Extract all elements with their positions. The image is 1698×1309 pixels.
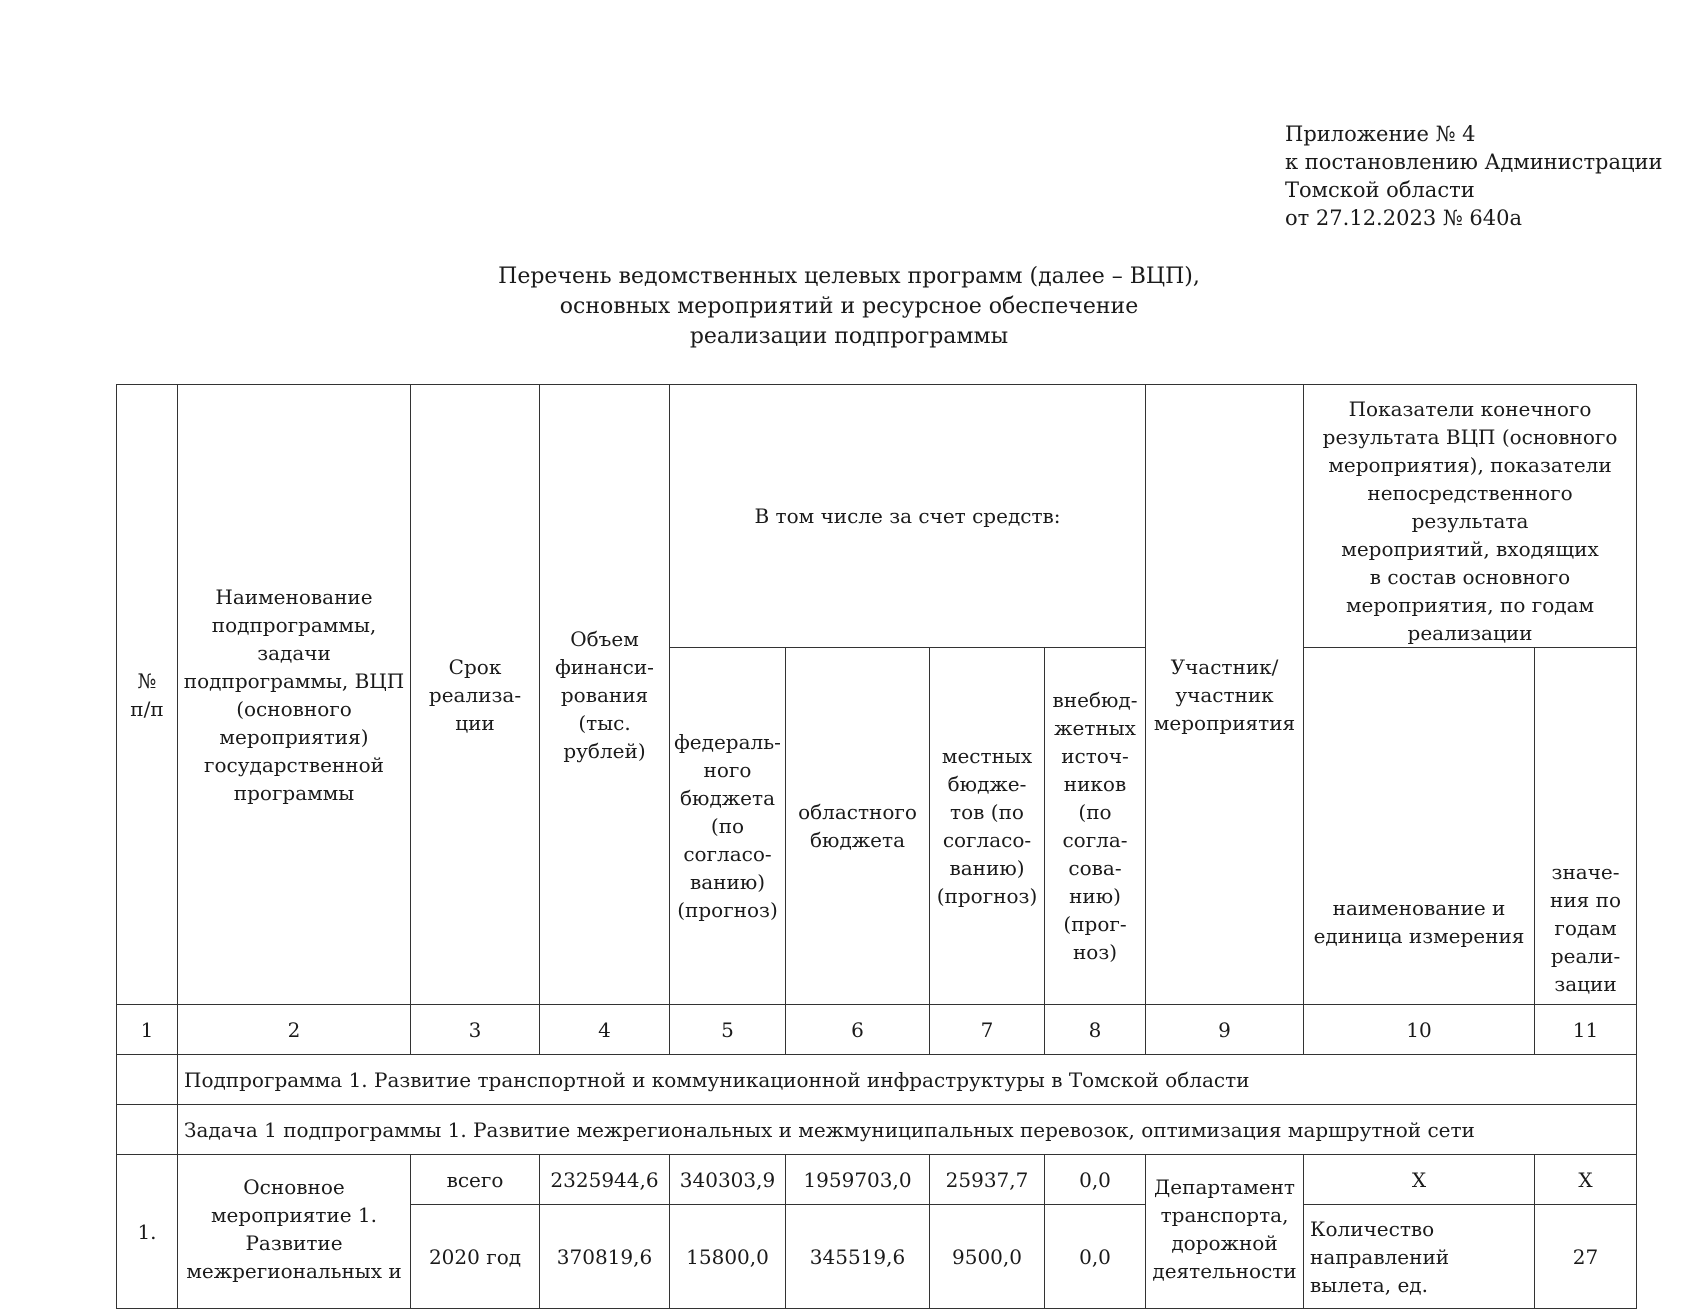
column-number: 10 xyxy=(1304,1005,1535,1055)
subprogram-row xyxy=(117,1055,1637,1105)
indicator-value-cell: Х xyxy=(1535,1155,1637,1205)
column-number: 2 xyxy=(178,1005,411,1055)
title-line: реализации подпрограммы xyxy=(689,324,1009,349)
appendix-block xyxy=(1285,120,1663,232)
header-participant: Участник/ участник мероприятия xyxy=(1146,385,1304,1005)
term-cell: всего xyxy=(411,1155,540,1205)
event-num: 1. xyxy=(117,1155,178,1309)
header-name: Наименование подпрограммы, задачи подпрограммы, ВЦП (основного мероприятия) государственной программы xyxy=(178,385,411,1005)
header-including: В том числе за счет средств: xyxy=(670,385,1146,648)
document-title xyxy=(0,262,1698,352)
header-federal: федераль- ного бюджета (по согласо- ванию) (прогноз) xyxy=(670,648,786,1005)
header-num: № п/п xyxy=(117,385,178,1005)
volume-cell: 2325944,6 xyxy=(540,1155,670,1205)
header-volume: Объем финанси- рования (тыс. рублей) xyxy=(540,385,670,1005)
federal-cell: 340303,9 xyxy=(670,1155,786,1205)
appendix-line: Томской области xyxy=(1285,178,1475,202)
title-line: Перечень ведомственных целевых программ (далее – ВЦП), xyxy=(498,264,1200,289)
column-numbers-row xyxy=(117,1005,1637,1055)
task-title: Задача 1 подпрограммы 1. Развитие межрегиональных и межмуниципальных перевозок, оптимизация маршрутной сети xyxy=(178,1105,1637,1155)
empty-cell xyxy=(117,1105,178,1155)
indicator-value-cell: 27 xyxy=(1535,1205,1637,1309)
header-term: Срок реализа- ции xyxy=(411,385,540,1005)
federal-cell: 15800,0 xyxy=(670,1205,786,1309)
title-line: основных мероприятий и ресурсное обеспечение xyxy=(559,294,1139,319)
regional-cell: 345519,6 xyxy=(786,1205,930,1309)
empty-cell xyxy=(117,1055,178,1105)
extrabudget-cell: 0,0 xyxy=(1045,1155,1146,1205)
column-number: 8 xyxy=(1045,1005,1146,1055)
regional-cell: 1959703,0 xyxy=(786,1155,930,1205)
column-number: 9 xyxy=(1146,1005,1304,1055)
task-row xyxy=(117,1105,1637,1155)
appendix-line: от 27.12.2023 № 640а xyxy=(1285,206,1522,230)
event-name: Основное мероприятие 1. Развитие межрегиональных и xyxy=(178,1155,411,1309)
local-cell: 9500,0 xyxy=(930,1205,1045,1309)
term-cell: 2020 год xyxy=(411,1205,540,1309)
extrabudget-cell: 0,0 xyxy=(1045,1205,1146,1309)
indicator-name-cell: Количество направлений вылета, ед. xyxy=(1304,1205,1535,1309)
column-number: 5 xyxy=(670,1005,786,1055)
column-number: 1 xyxy=(117,1005,178,1055)
header-indicator-name: наименование и единица измерения xyxy=(1304,648,1535,1005)
indicator-name-cell: Х xyxy=(1304,1155,1535,1205)
column-number: 6 xyxy=(786,1005,930,1055)
header-local: местных бюдже- тов (по согласо- ванию) (прогноз) xyxy=(930,648,1045,1005)
appendix-line: к постановлению Администрации xyxy=(1285,150,1663,174)
column-number: 7 xyxy=(930,1005,1045,1055)
header-extrabudget: внебюд- жетных источ- ников (по согла- сова- нию) (прог- ноз) xyxy=(1045,648,1146,1005)
header-regional: областного бюджета xyxy=(786,648,930,1005)
column-number: 4 xyxy=(540,1005,670,1055)
header-indicator-values: значе- ния по годам реали- зации xyxy=(1535,648,1637,1005)
participant-cell: Департамент транспорта, дорожной деятельности xyxy=(1146,1155,1304,1309)
local-cell: 25937,7 xyxy=(930,1155,1045,1205)
programs-table xyxy=(116,384,1637,1309)
appendix-line: Приложение № 4 xyxy=(1285,122,1476,146)
volume-cell: 370819,6 xyxy=(540,1205,670,1309)
subprogram-title: Подпрограмма 1. Развитие транспортной и коммуникационной инфраструктуры в Томской области xyxy=(178,1055,1637,1105)
header-indicators: Показатели конечного результата ВЦП (основного мероприятия), показатели непосредственного результата мероприятий, входящих в состав основного мероприятия, по годам реализации xyxy=(1304,385,1637,648)
column-number: 11 xyxy=(1535,1005,1637,1055)
event-row-total xyxy=(117,1155,1637,1205)
column-number: 3 xyxy=(411,1005,540,1055)
